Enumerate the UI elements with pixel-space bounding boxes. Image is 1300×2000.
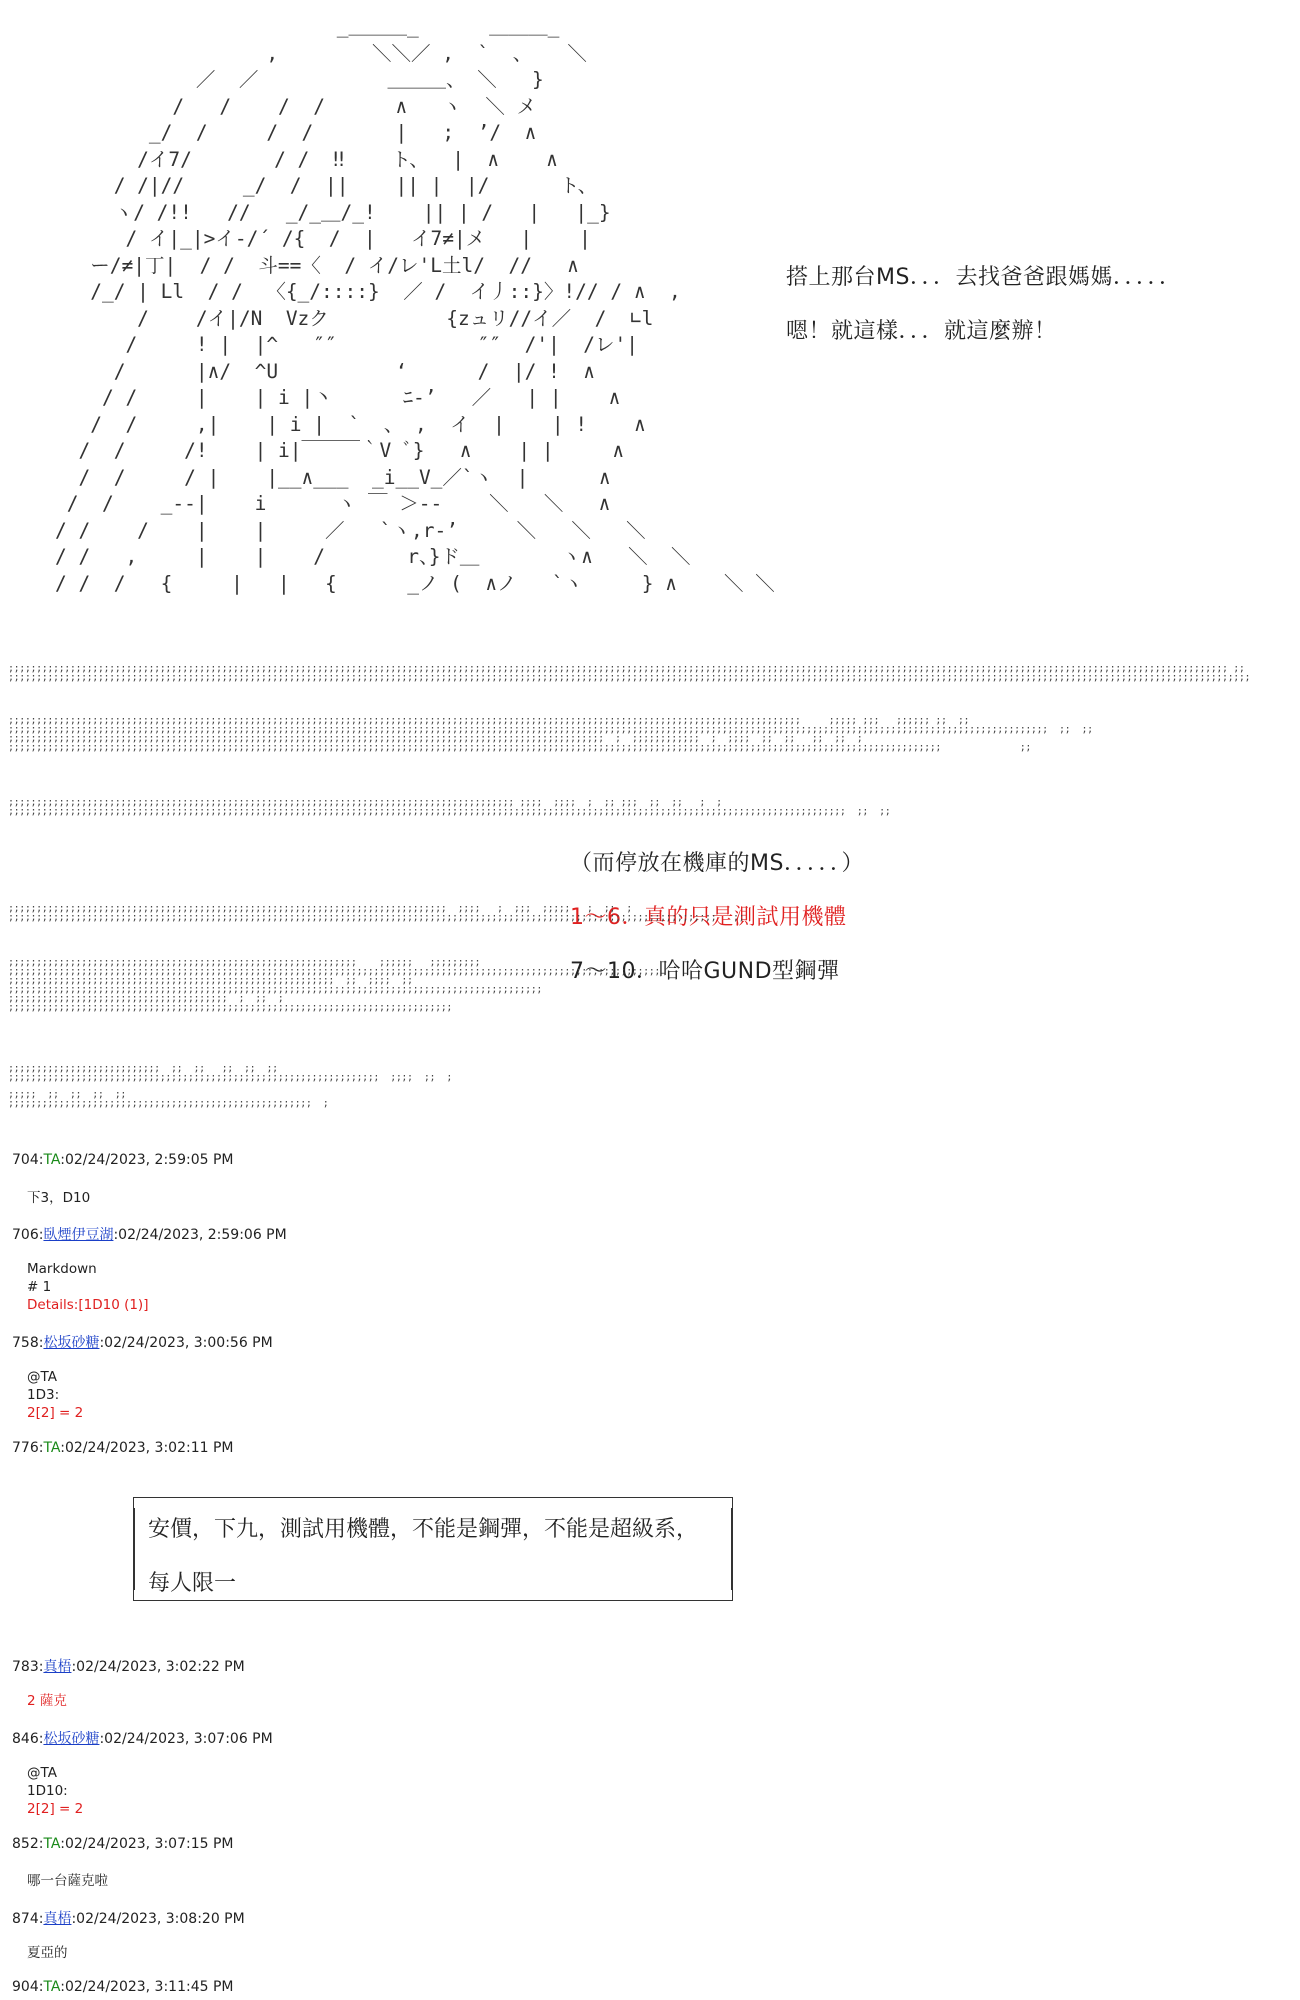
- post-number: 776: [12, 1440, 39, 1456]
- dice-result: 2[2] = 2: [27, 1405, 84, 1421]
- post-body: [27, 1872, 108, 1890]
- post-number: 783: [12, 1659, 39, 1675]
- dot-block-5: ;;;;;;;;;;;;;;;;;;;;;;;;;;;;;;;;;;;;;;;;;;;;;;;;;;;;;;;;;;;;;; ;;;;;; ;;;;;;;;; ;;;;;;;;;;;;;;;;;;;;;;;;;;;;;;;;;;;;;;;;;;;;;;;;;;;;;;;;;;;;;;;;;;;;;;;;;;;;;;;;;;;;;;;;;;;;;;;;;;;;;;;;;;;;;;;;;;;; ;;;;;;;;;;;;;;;;;;;;;;;;;;;;;;;;;;;;;;;;;;;;;;;;;;;;;;;;;; ;; ;;;; ;; ;;;;;;;;;;;;;;;;;;;;;;;;;;;;;;;;;;;;;;;;;;;;;;;;;;;;;;;;;;;;;;;;;;;;;;;;;;;;;;;;;;;;;;;;;;;;;;; ;;;;;;;;;;;;;;;;;;;;;;;;;;;;;;;;;;;;;;; ; ;; ; ;;;;;;;;;;;;;;;;;;;;;;;;;;;;;;;;;;;;;;;;;;;;;;;;;;;;;;;;;;;;;;;;;;;;;;;;;;;;;;;: [8, 957, 660, 1013]
- post-author-link[interactable]: 真梧: [43, 1911, 72, 1927]
- post-timestamp: 02/24/2023, 3:08:20 PM: [76, 1911, 245, 1927]
- speech-line-1: 搭上那台MS．．．去找爸爸跟媽媽．．．．．: [786, 265, 1182, 290]
- post-timestamp: 02/24/2023, 3:07:15 PM: [64, 1836, 234, 1852]
- post-header: 852:TA:02/24/2023, 3:07:15 PM: [12, 1836, 234, 1852]
- post-body: [27, 1944, 68, 1962]
- post-author-link[interactable]: 松坂砂糖: [43, 1335, 100, 1351]
- post-author: TA: [43, 1836, 61, 1852]
- dot-block-2: ;;;;;;;;;;;;;;;;;;;;;;;;;;;;;;;;;;;;;;;;;;;;;;;;;;;;;;;;;;;;;;;;;;;;;;;;;;;;;;;;;;;;;;;;;;;;;;;;;;;;;;;;;;;;;;;;;;;;;;;;;;;;;;;;;;;;;;;;;;;;; ;;;;; ;;; ;;;;;; ;; ;; ;;;;;;;;;;;;;;;;;;;;;;;;;;;;;;;;;;;;;;;;;;;;;;;;;;;;;;;;;;;;;;;;;;;;;;;;;;;;;;;;;;;;;;;;;;;;;;;;;;;;;;;;;;;;;;;;;;;;;;;;;;;;;;;;;;;;;;;;;;;;;;;;;;;;;;;;;;;;;;;;;;;;;;;;;;;;;;;;;;;;;;;;; ;; ;; ;;;;;;;;;;;;;;;;;;;;;;;;;;;;;;;;;;;;;;;;;;;;;;;;;;;;;;;;;;;;;;;;;;;;;;;;;;;;;;;;;;;;;;;;;;;;;;;;;;;;;;;;;; ; ;;;;;;;;;;;; ; ;;;; ;; ;; ;; ;; ; ;;;;;;;;;;;;;;;;;;;;;;;;;;;;;;;;;;;;;;;;;;;;;;;;;;;;;;;;;;;;;;;;;;;;;;;;;;;;;;;;;;;;;;;;;;;;;;;;;;;;;;;;;;;;;;;;;;;;;;;;;;;;;;;;;;;;;;;;;;;;;;;;;;;;;;;;;;;;;;;;;;;;;; ;;: [8, 715, 1093, 753]
- post-body: [27, 1368, 83, 1422]
- dot-block-4: ;;;;;;;;;;;;;;;;;;;;;;;;;;;;;;;;;;;;;;;;;;;;;;;;;;;;;;;;;;;;;;;;;;;;;;;;;;;;;; ;;;; ; ;;; ;;;;; ; ;; ; ;;;;;;;;;;;;;;;;;;;;;;;;;;;;;;;;;;;;;;;;;;;;;;;;;;;;;;;;;;;;;;;;;;;;;;;;;;;;;;;;;;;;;;;;;;;;;;;;;;;;;;;;;;;;;;;;;;;;;;;;;;;;;; ;;: [8, 903, 745, 923]
- narration-line: （而停放在機庫的MS．．．．．）: [570, 851, 864, 876]
- post-line: 1D3:: [27, 1387, 60, 1403]
- dice-result: 2[2] = 2: [27, 1801, 84, 1817]
- dot-block-7: ;;;;; ;; ;; ;; ;; ;;;;;;;;;;;;;;;;;;;;;;;;;;;;;;;;;;;;;;;;;;;;;;;;;;;;;; ;: [8, 1089, 329, 1109]
- post-line: 下3，D10: [27, 1190, 91, 1206]
- post-body: [27, 1260, 148, 1314]
- post-number: 852: [12, 1836, 39, 1852]
- post-header: 846:松坂砂糖:02/24/2023, 3:07:06 PM: [12, 1731, 273, 1747]
- post-line: # 1: [27, 1279, 52, 1295]
- post-number: 704: [12, 1152, 39, 1168]
- anchor-line-1: 安價，下九，測試用機體，不能是鋼彈，不能是超級系，: [148, 1517, 699, 1542]
- post-header: 758:松坂砂糖:02/24/2023, 3:00:56 PM: [12, 1335, 273, 1351]
- post-timestamp: 02/24/2023, 3:11:45 PM: [64, 1979, 234, 1995]
- post-header: 783:真梧:02/24/2023, 3:02:22 PM: [12, 1659, 245, 1675]
- dot-block-6: ;;;;;;;;;;;;;;;;;;;;;;;;;;; ;; ;; ;; ;; ;; ;;;;;;;;;;;;;;;;;;;;;;;;;;;;;;;;;;;;;;;;;;;;;;;;;;;;;;;;;;;;;;;;;; ;;;; ;; ;: [8, 1063, 453, 1083]
- post-header: 904:TA:02/24/2023, 3:11:45 PM: [12, 1979, 234, 1995]
- post-timestamp: 02/24/2023, 3:02:22 PM: [76, 1659, 245, 1675]
- post-author: TA: [43, 1440, 61, 1456]
- post-body: [27, 1189, 90, 1207]
- post-line: 哪一台薩克啦: [27, 1873, 108, 1889]
- dot-block-3: ;;;;;;;;;;;;;;;;;;;;;;;;;;;;;;;;;;;;;;;;;;;;;;;;;;;;;;;;;;;;;;;;;;;;;;;;;;;;;;;;;;;;;;;;;; ;;;; ;;;; ; ;; ;;; ;; ;; ; ; ;;;;;;;;;;;;;;;;;;;;;;;;;;;;;;;;;;;;;;;;;;;;;;;;;;;;;;;;;;;;;;;;;;;;;;;;;;;;;;;;;;;;;;;;;;;;;;;;;;;;;;;;;;;;;;;;;;;;;;;;;;;;;;;;;;;;;;;;;;;;;;;;;;;;; ;; ;;: [8, 797, 891, 817]
- post-header: 874:真梧:02/24/2023, 3:08:20 PM: [12, 1911, 245, 1927]
- post-author-link[interactable]: 松坂砂糖: [43, 1731, 100, 1747]
- post-author: TA: [43, 1152, 61, 1168]
- post-header: 776:TA:02/24/2023, 3:02:11 PM: [12, 1440, 234, 1456]
- post-number: 758: [12, 1335, 39, 1351]
- post-header: 706:臥煙伊豆湖:02/24/2023, 2:59:06 PM: [12, 1227, 287, 1243]
- post-number: 846: [12, 1731, 39, 1747]
- post-body: [27, 1764, 83, 1818]
- post-timestamp: 02/24/2023, 2:59:06 PM: [118, 1227, 287, 1243]
- box-right-bar: [731, 1508, 732, 1590]
- post-header: 704:TA:02/24/2023, 2:59:05 PM: [12, 1152, 234, 1168]
- box-left-bar: [134, 1508, 135, 1590]
- post-line: @TA: [27, 1765, 57, 1781]
- anchor-box: [133, 1497, 733, 1601]
- anchor-line-2: 每人限一: [148, 1571, 237, 1596]
- dice-result: 2 薩克: [27, 1693, 67, 1709]
- post-number: 904: [12, 1979, 39, 1995]
- post-line: @TA: [27, 1369, 57, 1385]
- post-timestamp: 02/24/2023, 2:59:05 PM: [64, 1152, 234, 1168]
- dot-block-1: ;;;;;;;;;;;;;;;;;;;;;;;;;;;;;;;;;;;;;;;;;;;;;;;;;;;;;;;;;;;;;;;;;;;;;;;;;;;;;;;;;;;;;;;;;;;;;;;;;;;;;;;;;;;;;;;;;;;;;;;;;;;;;;;;;;;;;;;;;;;;;;;;;;;;;;;;;;;;;;;;;;;;;;;;;;;;;;;;;;;;;;;;;;;;;;;;;;;;;;;;;;;;;;;;;;;;;;;;; ;; ;;;;;;;;;;;;;;;;;;;;;;;;;;;;;;;;;;;;;;;;;;;;;;;;;;;;;;;;;;;;;;;;;;;;;;;;;;;;;;;;;;;;;;;;;;;;;;;;;;;;;;;;;;;;;;;;;;;;;;;;;;;;;;;;;;;;;;;;;;;;;;;;;;;;;;;;;;;;;;;;;;;;;;;;;;;;;;;;;;;;;;;;;;;;;;;;;;;;;;;;;;;;;;;;;;;;;;;;;;;;;: [8, 663, 1251, 683]
- post-number: 874: [12, 1911, 39, 1927]
- option-7-10: 7～10．哈哈GUND型鋼彈: [570, 959, 840, 984]
- speech-line-2: 嗯！就這樣．．．就這麼辦！: [786, 319, 1057, 344]
- ascii-art-figure: _＿＿＿_ ＿＿＿_ , ＼＼／ , ` 、 ＼ ／ ／ ＿＿＿、 ＼ } / / / / ∧ ヽ ＼ メ _/ / / / | ; ’/ ∧ /イ7/ / / ‼ ト、 | ∧ ∧ / /|// _/ / || || | |/ ト、 ヽ/ /!! // _/_＿/_! || | / | |_} / イ|_|>イ-/´ /{ / | イ7≠|メ | | ー/≠|丁| / / 斗==〈 / イ/レ'L土l/ // ∧ /_/ | Ll / / 〈{_/::::} ／ / イ丿::}〉!// / ∧ , / /イ|/N Vzク {zュリ//イ／ / ∟l / ! | |^ ″″ ″″ /'| /レ'| / |∧/ ^U ‘ / |/ ! ∧ / / | | i |丶 ﾆ-’ ／ | | ∧ / / ,| | i | ` 、 , イ | | ! ∧ / / /! | i|￣￣￣｀V ﾞ} ∧ | | ∧ / / / | |__∧___ _i__V_／`ヽ | ∧ / / _-‐| i ヽ ￣ ＞‐- ＼ ＼ ∧ / / / | | ／ `ヽ,r‐’ ＼ ＼ ＼ / / , | | / r、}ド＿ ヽ∧ ＼ ＼ / / / { | | { _ノ ( ∧ノ `ヽ } ∧ ＼ ＼: [55, 15, 775, 595]
- post-timestamp: 02/24/2023, 3:00:56 PM: [104, 1335, 273, 1351]
- post-number: 706: [12, 1227, 39, 1243]
- post-body: [27, 1692, 67, 1710]
- post-line: Markdown: [27, 1261, 97, 1277]
- post-line: 夏亞的: [27, 1945, 68, 1961]
- post-author: TA: [43, 1979, 61, 1995]
- post-timestamp: 02/24/2023, 3:07:06 PM: [104, 1731, 273, 1747]
- dice-result: Details:[1D10 (1)]: [27, 1297, 149, 1313]
- post-timestamp: 02/24/2023, 3:02:11 PM: [64, 1440, 234, 1456]
- option-1-6: 1～6．真的只是測試用機體: [570, 905, 847, 930]
- post-author-link[interactable]: 臥煙伊豆湖: [43, 1227, 114, 1243]
- post-author-link[interactable]: 真梧: [43, 1659, 72, 1675]
- post-line: 1D10:: [27, 1783, 68, 1799]
